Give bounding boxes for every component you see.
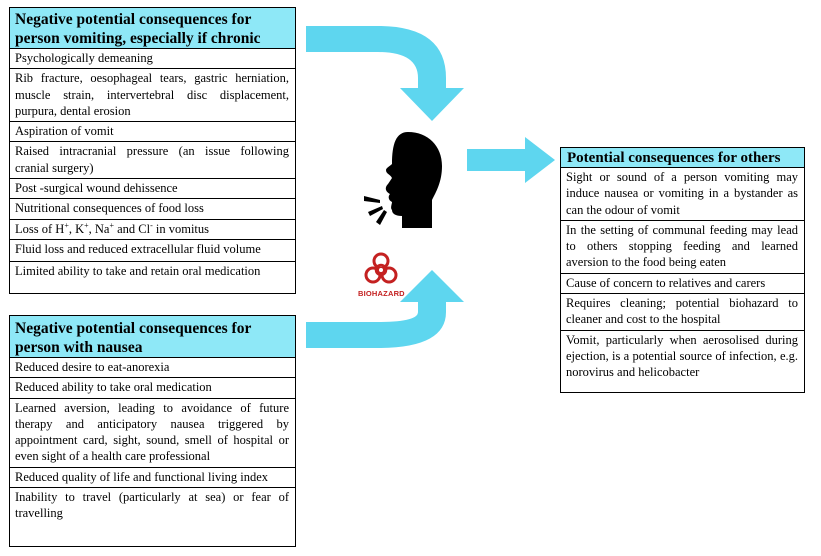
ions-text: , K <box>68 221 85 236</box>
vomiting-item: Nutritional consequences of food loss <box>10 199 295 219</box>
vomiting-item: Aspiration of vomit <box>10 122 295 142</box>
vomiting-person-silhouette-icon <box>362 130 444 230</box>
others-item: Cause of concern to relatives and carers <box>561 274 804 294</box>
ions-text: and Cl <box>113 221 151 236</box>
superscript: + <box>64 220 69 230</box>
nausea-item: Learned aversion, leading to avoidance of future therapy and anticipatory nausea triggered by appointment card, sight, sound, smell of hospital or even sight of a health care professional <box>10 399 295 468</box>
vomiting-item: Rib fracture, oesophageal tears, gastric herniation, muscle strain, intervertebral disc displacement, purpura, dental erosion <box>10 69 295 122</box>
nausea-item: Reduced desire to eat-anorexia <box>10 358 295 378</box>
nausea-panel-title: Negative potential consequences for person with nausea <box>10 316 295 358</box>
nausea-consequences-panel <box>9 315 296 547</box>
nausea-item: Reduced quality of life and functional living index <box>10 468 295 488</box>
ions-text: , Na <box>88 221 110 236</box>
others-item: Vomit, particularly when aerosolised during ejection, is a potential source of infection, e.g. norovirus and helicobacter <box>566 332 798 380</box>
arrow-right-icon <box>465 135 560 185</box>
superscript: - <box>150 220 153 230</box>
superscript: + <box>109 220 114 230</box>
vomiting-item: Psychologically demeaning <box>10 49 295 69</box>
vomiting-item: Raised intracranial pressure (an issue following cranial surgery) <box>10 142 295 179</box>
others-item: In the setting of communal feeding may lead to others stopping feeding and learned aversion to the food being eaten <box>561 221 804 274</box>
others-item: Requires cleaning; potential biohazard to cleaner and cost to the hospital <box>561 294 804 331</box>
vomiting-item: Limited ability to take and retain oral medication <box>10 261 295 281</box>
superscript: + <box>84 220 89 230</box>
others-consequences-panel <box>560 147 805 393</box>
vomiting-item: Fluid loss and reduced extracellular fluid volume <box>15 241 261 256</box>
ions-text: in vomitus <box>152 221 210 236</box>
ions-prefix: Loss of H <box>15 221 65 236</box>
nausea-item: Inability to travel (particularly at sea) or fear of travelling <box>15 490 289 521</box>
vomiting-item: Post -surgical wound dehissence <box>10 179 295 199</box>
vomiting-consequences-panel <box>9 7 296 294</box>
biohazard-label: BIOHAZARD <box>358 289 405 298</box>
curved-arrow-down-icon <box>300 18 470 128</box>
others-item: Sight or sound of a person vomiting may induce nausea or vomiting in a bystander as can the odour of vomit <box>561 168 804 221</box>
vomiting-item-ions <box>10 220 295 240</box>
nausea-item: Reduced ability to take oral medication <box>10 378 295 398</box>
biohazard-icon <box>362 250 400 288</box>
others-panel-title: Potential consequences for others <box>561 148 804 168</box>
vomiting-panel-title: Negative potential consequences for person vomiting, especially if chronic <box>10 8 295 49</box>
